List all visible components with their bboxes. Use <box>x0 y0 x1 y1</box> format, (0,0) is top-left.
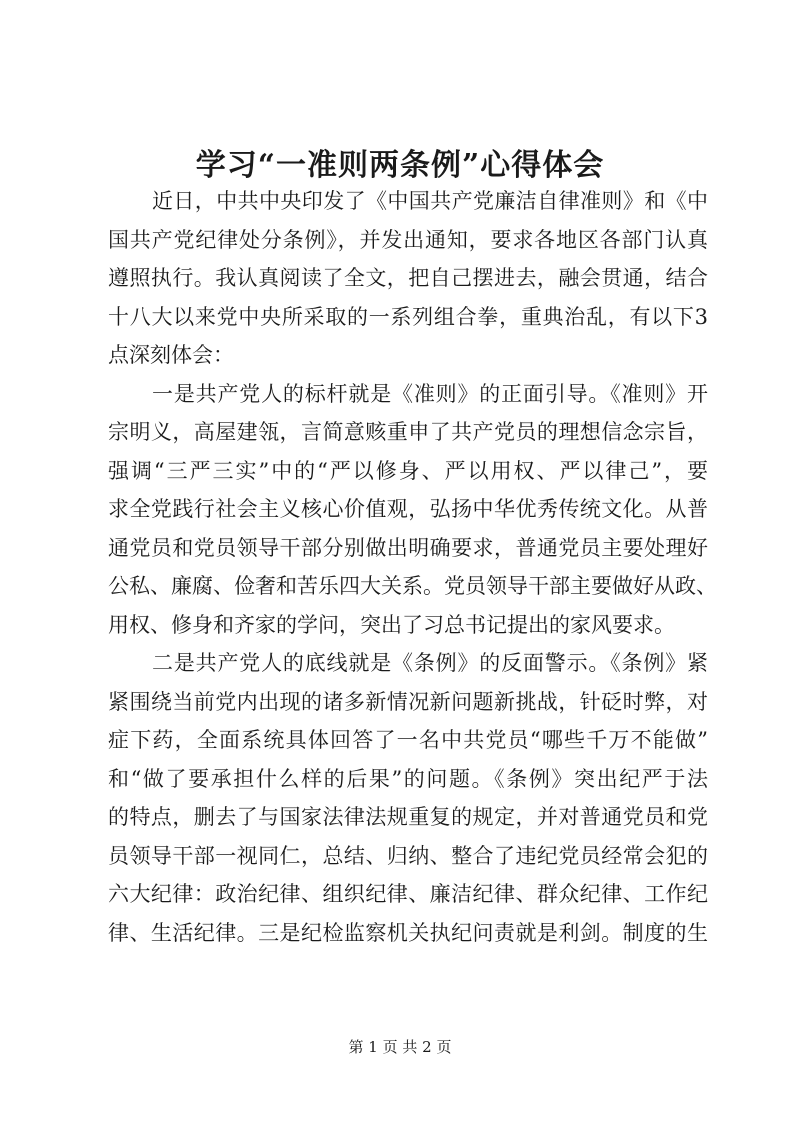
text-line: 通党员和党员领导干部分别做出明确要求，普通党员主要处理好 <box>108 535 708 560</box>
text-line: 员领导干部一视同仁，总结、归纳、整合了违纪党员经常会犯的 <box>108 843 708 868</box>
text-line: 和“做了要承担什么样的后果”的问题。《条例》突出纪严于法 <box>108 766 708 791</box>
text-line: 遵照执行。我认真阅读了全文，把自己摆进去，融会贯通，结合 <box>108 266 708 290</box>
text-line: 近日，中共中央印发了《中国共产党廉洁自律准则》和《中 <box>152 189 708 213</box>
text-line: 六大纪律：政治纪律、组织纪律、廉洁纪律、群众纪律、工作纪 <box>108 882 708 906</box>
text-line: 二是共产党人的底线就是《条例》的反面警示。《条例》紧 <box>152 651 708 675</box>
text-line: 强调“三严三实”中的“严以修身、严以用权、严以律己”，要 <box>108 458 708 483</box>
text-line: 一是共产党人的标杆就是《准则》的正面引导。《准则》开 <box>152 381 708 406</box>
text-line: 公私、廉腐、俭奢和苦乐四大关系。党员领导干部主要做好从政、 <box>108 574 717 598</box>
text-line: 点深刻体会： <box>108 343 234 367</box>
text-line: 律、生活纪律。三是纪检监察机关执纪问责就是利剑。制度的生 <box>108 920 708 945</box>
text-line: 十八大以来党中央所采取的一系列组合拳，重典治乱，有以下3 <box>108 304 708 329</box>
text-line: 的特点，删去了与国家法律法规重复的规定，并对普通党员和党 <box>108 805 708 829</box>
text-line: 用权、修身和齐家的学问，突出了习总书记提出的家风要求。 <box>108 612 675 637</box>
text-line: 国共产党纪律处分条例》，并发出通知，要求各地区各部门认真 <box>108 227 708 252</box>
document-body <box>108 182 717 952</box>
page-footer: 第 1 页 共 2 页 <box>348 1038 452 1056</box>
text-line: 紧围绕当前党内出现的诸多新情况新问题新挑战，针砭时弊，对 <box>108 689 708 714</box>
text-line: 求全党践行社会主义核心价值观，弘扬中华优秀传统文化。从普 <box>108 497 708 521</box>
document-title: 学习“一准则两条例”心得体会 <box>195 148 605 183</box>
text-line: 宗明义，高屋建瓴，言简意赅重申了共产党员的理想信念宗旨， <box>108 420 708 444</box>
text-line: 症下药，全面系统具体回答了一名中共党员“哪些千万不能做” <box>108 728 708 752</box>
